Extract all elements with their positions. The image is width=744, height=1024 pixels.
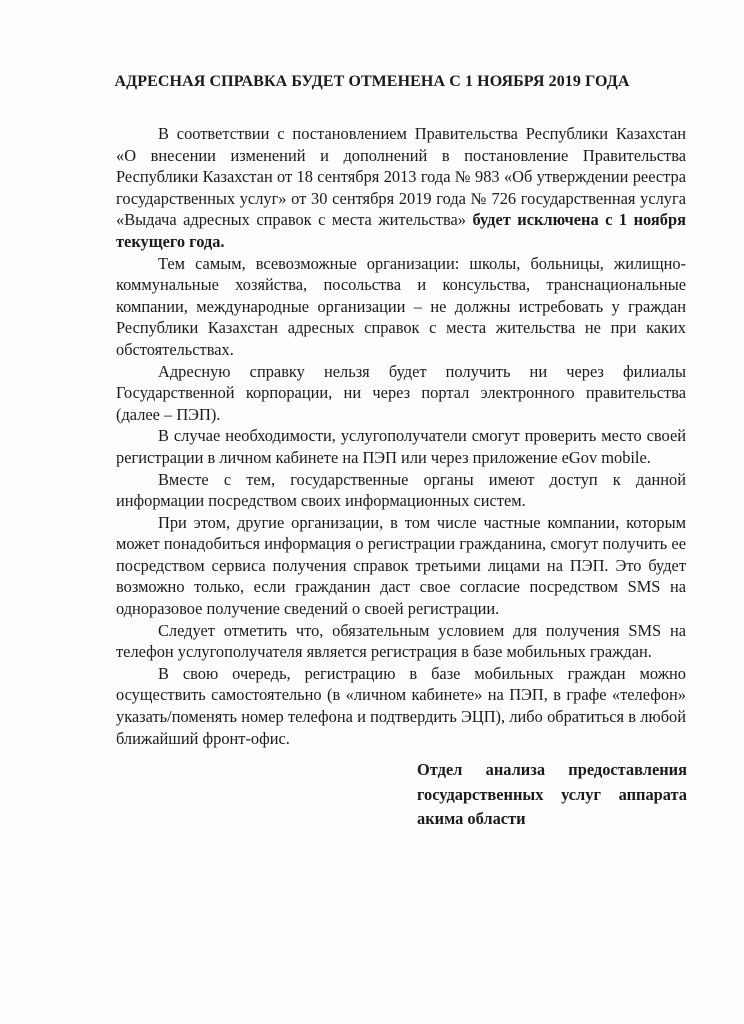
paragraph-5: Вместе с тем, государственные органы имеют доступ к данной информации посредством своих информационных систем. [116, 469, 686, 511]
signature-line-2: государственных услуг аппарата [417, 784, 687, 804]
paragraph-1-emphasis: будет исключена с 1 ноября текущего года. [116, 210, 686, 251]
document-body [116, 123, 686, 749]
document-title: АДРЕСНАЯ СПРАВКА БУДЕТ ОТМЕНЕНА С 1 НОЯБРЯ 2019 ГОДА [114, 73, 630, 90]
paragraph-3: Адресную справку нельзя будет получить ни через филиалы Государственной корпорации, ни через портал электронного правительства (далее – ПЭП). [116, 361, 686, 424]
signature-line-3: акима области [417, 809, 526, 828]
paragraph-4: В случае необходимости, услугополучатели смогут проверить место своей регистрации в личном кабинете на ПЭП или через приложение eGov mobile. [116, 426, 686, 467]
paragraph-6: При этом, другие организации, в том числе частные компании, которым может понадобиться информация о регистрации гражданина, смогут получить ее посредством сервиса получения справок третьими лицами на ПЭП. Это будет возможно только, если гражданин даст свое согласие посредством SMS на одноразовое получение сведений о своей регистрации. [116, 512, 686, 619]
paragraph-8: В свою очередь, регистрацию в базе мобильных граждан можно осуществить самостоятельно (в «личном кабинете» на ПЭП, в графе «телефон» указать/поменять номер телефона и подтвердить ЭЦП), либо обратиться в любой ближайший фронт-офис. [116, 663, 686, 748]
signature-line-1: Отдел анализа предоставления [417, 760, 687, 779]
paragraph-1 [116, 123, 686, 253]
paragraph-1-text: В соответствии с постановлением Правительства Республики Казахстан «О внесении изменений и дополнений в постановление Правительства Республики Казахстан от 18 сентября 2013 года № 983 «Об утверждении реестра государственных услуг» от 30 сентября 2019 года № 726 государственная услуга «Выдача адресных справок с места жительства» [116, 124, 686, 230]
paragraph-7: Следует отметить что, обязательным условием для получения SMS на телефон услугополучателя является регистрация в базе мобильных граждан. [116, 620, 686, 662]
paragraph-2: Тем самым, всевозможные организации: школы, больницы, жилищно-коммунальные хозяйства, посольства и консульства, транснациональные компании, международные организации – не должны истребовать у граждан Республики Казахстан адресных справок с места жительства не при каких обстоятельствах. [116, 253, 686, 359]
signature-block [417, 758, 687, 832]
